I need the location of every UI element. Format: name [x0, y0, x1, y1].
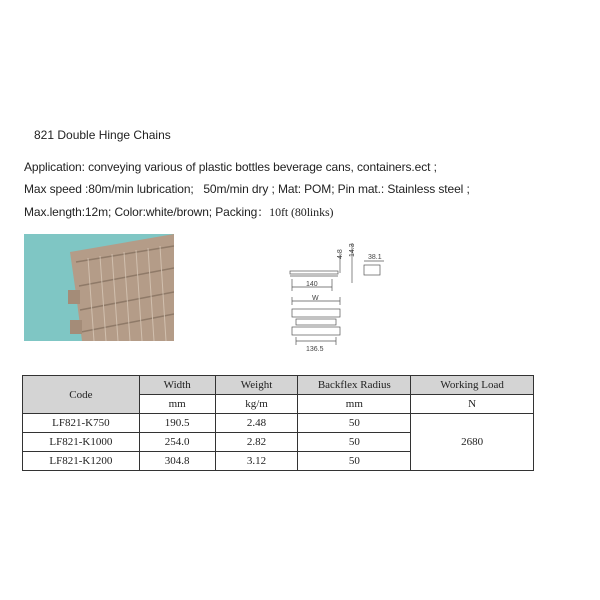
cell-backflex: 50 — [298, 433, 411, 452]
unit-backflex: mm — [298, 395, 411, 414]
cell-width: 304.8 — [139, 452, 215, 471]
cell-working-load: 2680 — [411, 414, 534, 471]
dim-w-label: W — [312, 295, 319, 302]
cell-code: LF821-K1000 — [23, 433, 140, 452]
cell-weight: 2.82 — [215, 433, 298, 452]
speed-dry-text: 50m/min dry ; — [203, 182, 275, 196]
cell-backflex: 50 — [298, 452, 411, 471]
spec-speed-material — [24, 182, 470, 196]
unit-weight: kg/m — [215, 395, 298, 414]
application-text-continued: beverage cans, containers.ect ; — [273, 160, 437, 174]
pin-material-text: Pin mat.: Stainless steel ; — [337, 182, 470, 196]
dim-136-5-label: 136.5 — [306, 346, 324, 353]
technical-drawing — [282, 243, 412, 360]
chain-photo-graphic — [24, 234, 174, 341]
cell-weight: 2.48 — [215, 414, 298, 433]
cell-code: LF821-K1200 — [23, 452, 140, 471]
table-header-row — [23, 376, 534, 395]
header-working-load: Working Load — [411, 376, 534, 395]
header-weight: Weight — [215, 376, 298, 395]
chain-photo — [24, 234, 174, 341]
table-row — [23, 414, 534, 433]
application-text: Application: conveying various of plastic bottles — [24, 160, 270, 174]
material-text: Mat: POM; — [277, 182, 335, 196]
dim-14-3-label: 14.3 — [349, 243, 356, 257]
header-backflex: Backflex Radius — [298, 376, 411, 395]
packing-value: 10ft (80links) — [269, 205, 334, 219]
spec-length-color-packing — [24, 203, 333, 220]
cell-code: LF821-K750 — [23, 414, 140, 433]
cell-width: 254.0 — [139, 433, 215, 452]
packing-label: Packing： — [215, 205, 270, 219]
product-title: 821 Double Hinge Chains — [34, 128, 171, 142]
length-text: Max.length:12m; — [24, 205, 112, 219]
speed-text: Max speed :80m/min lubrication; — [24, 182, 194, 196]
dim-140-label: 140 — [306, 281, 318, 288]
cell-weight: 3.12 — [215, 452, 298, 471]
header-width: Width — [139, 376, 215, 395]
header-code: Code — [23, 376, 140, 414]
dim-4-8-label: 4.8 — [337, 249, 344, 259]
spec-table — [22, 375, 534, 471]
unit-width: mm — [139, 395, 215, 414]
cell-width: 190.5 — [139, 414, 215, 433]
color-text: Color:white/brown; — [114, 205, 213, 219]
unit-working-load: N — [411, 395, 534, 414]
cell-backflex: 50 — [298, 414, 411, 433]
dim-38-1-label: 38.1 — [368, 254, 382, 261]
spec-application — [24, 160, 437, 174]
